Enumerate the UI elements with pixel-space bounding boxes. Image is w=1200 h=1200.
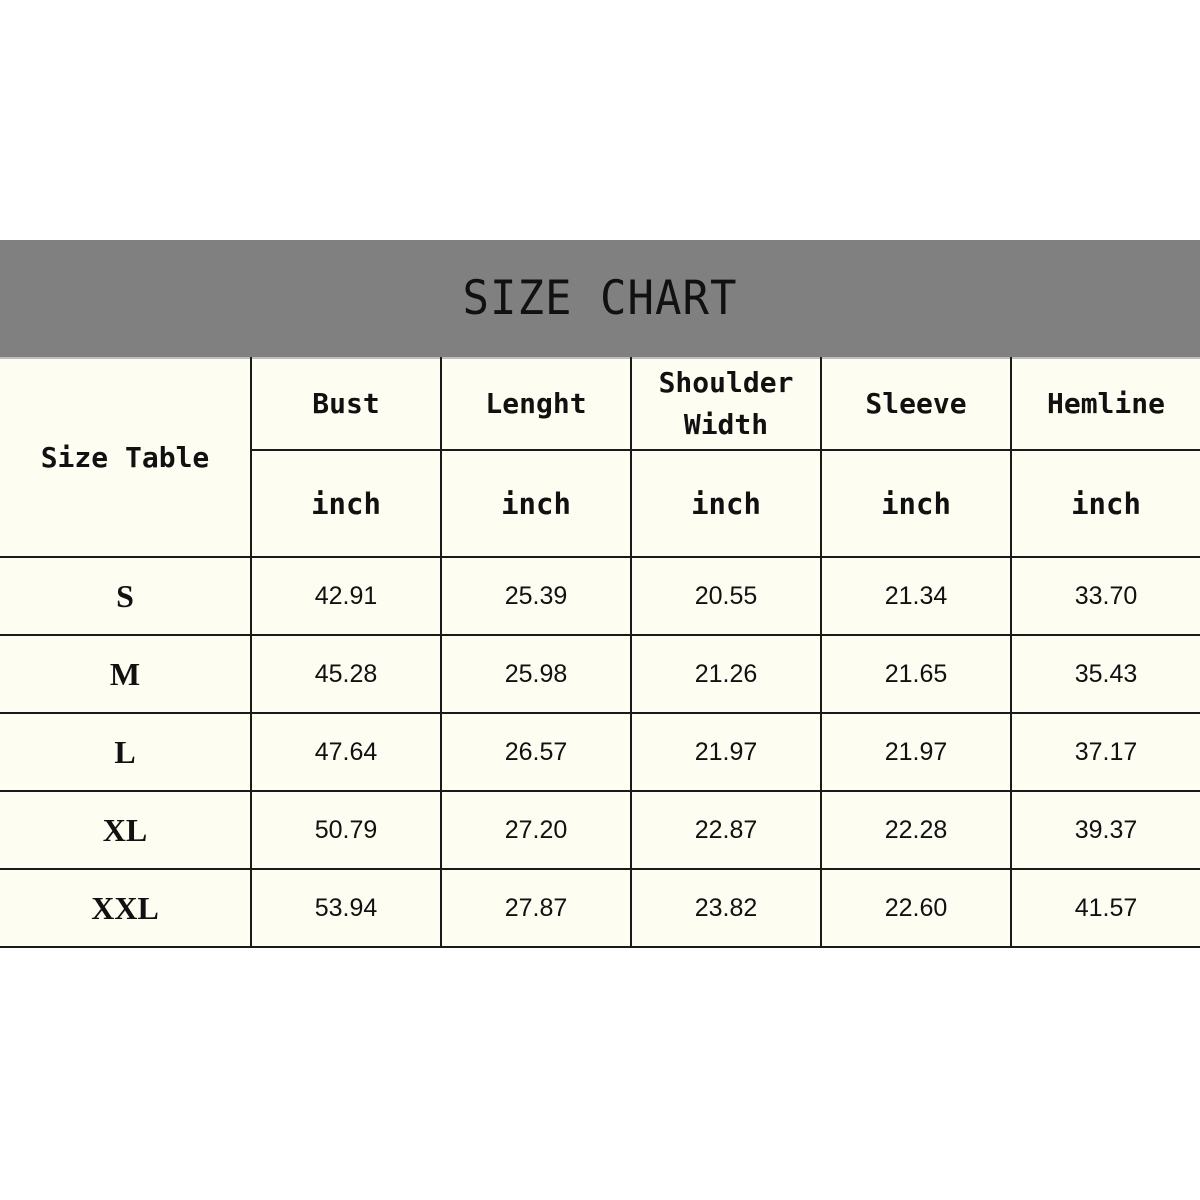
- unit-cell: inch: [1011, 450, 1200, 557]
- measurement-cell: 37.17: [1011, 713, 1200, 791]
- size-table-corner-label: Size Table: [0, 358, 251, 557]
- measurement-cell: 22.87: [631, 791, 821, 869]
- table-row: [0, 791, 1200, 869]
- measurement-cell: 21.97: [821, 713, 1011, 791]
- measurement-cell: 25.98: [441, 635, 631, 713]
- measurement-cell: 21.65: [821, 635, 1011, 713]
- size-label: M: [0, 635, 251, 713]
- measurement-cell: 35.43: [1011, 635, 1200, 713]
- size-label: XL: [0, 791, 251, 869]
- column-header-shoulder-width: Shoulder Width: [631, 358, 821, 450]
- measurement-cell: 42.91: [251, 557, 441, 635]
- measurement-cell: 27.20: [441, 791, 631, 869]
- measurement-cell: 23.82: [631, 869, 821, 947]
- unit-cell: inch: [631, 450, 821, 557]
- chart-title: SIZE CHART: [462, 270, 738, 327]
- column-header-hemline: Hemline: [1011, 358, 1200, 450]
- table-row: [0, 869, 1200, 947]
- measurement-cell: 22.28: [821, 791, 1011, 869]
- measurement-cell: 21.34: [821, 557, 1011, 635]
- column-header-row: [0, 358, 1200, 450]
- unit-cell: inch: [251, 450, 441, 557]
- table-row: [0, 557, 1200, 635]
- size-table: [0, 357, 1200, 948]
- measurement-cell: 21.26: [631, 635, 821, 713]
- measurement-cell: 47.64: [251, 713, 441, 791]
- column-header-sleeve: Sleeve: [821, 358, 1011, 450]
- table-row: [0, 713, 1200, 791]
- column-header-bust: Bust: [251, 358, 441, 450]
- chart-header: [0, 240, 1200, 357]
- unit-cell: inch: [441, 450, 631, 557]
- measurement-cell: 41.57: [1011, 869, 1200, 947]
- measurement-cell: 27.87: [441, 869, 631, 947]
- measurement-cell: 20.55: [631, 557, 821, 635]
- measurement-cell: 25.39: [441, 557, 631, 635]
- table-row: [0, 635, 1200, 713]
- measurement-cell: 21.97: [631, 713, 821, 791]
- size-label: L: [0, 713, 251, 791]
- size-label: S: [0, 557, 251, 635]
- measurement-cell: 26.57: [441, 713, 631, 791]
- measurement-cell: 39.37: [1011, 791, 1200, 869]
- unit-cell: inch: [821, 450, 1011, 557]
- measurement-cell: 22.60: [821, 869, 1011, 947]
- measurement-cell: 53.94: [251, 869, 441, 947]
- size-label: XXL: [0, 869, 251, 947]
- measurement-cell: 45.28: [251, 635, 441, 713]
- measurement-cell: 50.79: [251, 791, 441, 869]
- measurement-cell: 33.70: [1011, 557, 1200, 635]
- column-header-length: Lenght: [441, 358, 631, 450]
